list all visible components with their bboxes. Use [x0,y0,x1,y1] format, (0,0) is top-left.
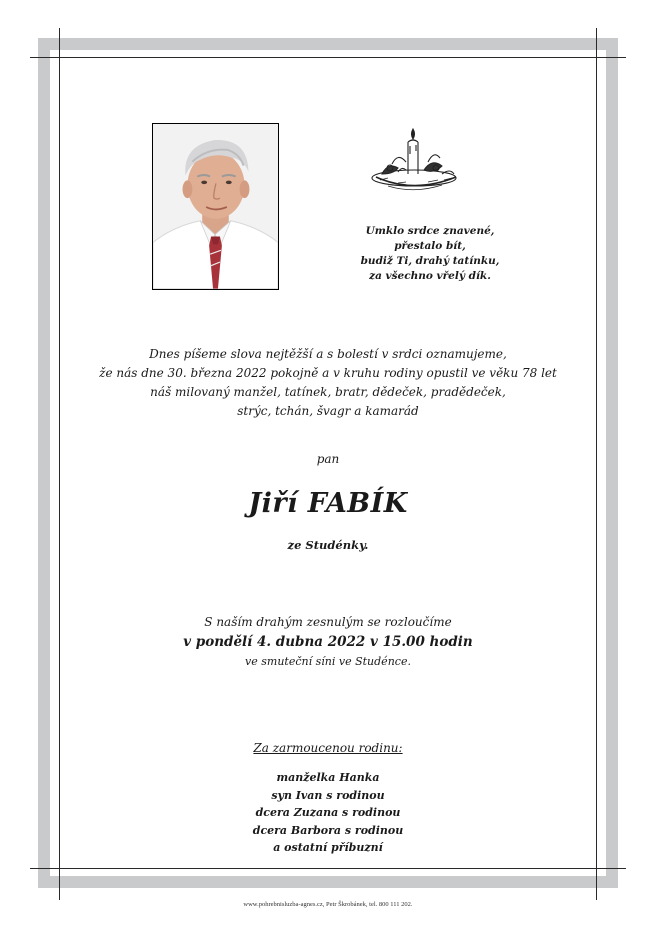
verse-line: za všechno vřelý dík. [369,270,491,282]
frame-band-left [38,38,50,888]
frame-line-top [30,57,626,58]
portrait-image [153,124,278,289]
frame-line-right [596,28,597,900]
family-member: manželka Hanka [276,771,380,784]
family-member: syn Ivan s rodinou [271,788,385,802]
deceased-origin: ze Studénky. [287,538,369,552]
family-member: a ostatní příbuzní [273,841,383,854]
family-list [60,769,596,857]
footer-contact: www.pohrebnisluzba-agnes.cz, Petr Škrobánek, tel. 800 111 202. [243,901,413,908]
family-heading: Za zarmoucenou rodinu: [253,741,403,755]
farewell-datetime: v pondělí 4. dubna 2022 v 15.00 hodin [183,634,473,650]
announcement-line: Dnes píšeme slova nejtěžší a s bolestí v srdci oznamujeme, [149,347,507,361]
verse-line: budiž Ti, drahý tatínku, [360,255,500,267]
farewell-intro: S naším drahým zesnulým se rozloučíme [204,615,452,629]
family-member: dcera Zuzana s rodinou [255,806,401,819]
farewell-place: ve smuteční síni ve Studénce. [245,655,411,668]
salutation: pan [316,452,340,466]
frame-band-top [38,38,618,50]
frame-band-bottom [38,876,618,888]
announcement [60,345,596,421]
announcement-line: strýc, tchán, švagr a kamarád [237,404,419,418]
verse-line: Umklo srdce znavené, [365,225,495,237]
announcement-line: že nás dne 30. března 2022 pokojně a v kruhu rodiny opustil ve věku 78 let [99,366,557,380]
frame-band-right [606,38,618,888]
portrait-photo [152,123,279,290]
announcement-line: náš milovaný manžel, tatínek, bratr, dědeček, pradědeček, [150,385,506,399]
candle-and-flowers-icon [368,128,468,198]
farewell-block [60,613,596,670]
deceased-name: Jiří FABÍK [248,488,408,519]
verse [300,224,560,284]
frame-line-bottom [30,868,626,869]
family-member: dcera Barbora s rodinou [252,823,404,837]
verse-line: přestalo bít, [394,240,466,252]
